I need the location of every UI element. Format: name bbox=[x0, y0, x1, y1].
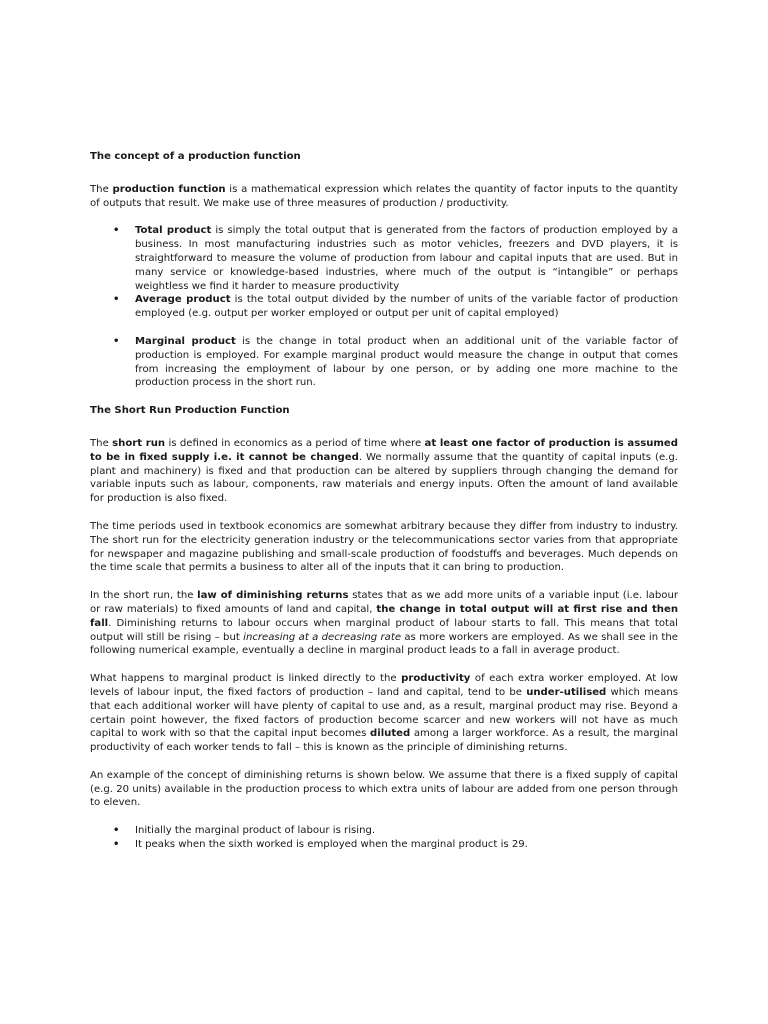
bold-term-law-of-diminishing-returns: law of diminishing returns bbox=[197, 590, 349, 602]
list-item-marginal-product bbox=[90, 335, 678, 390]
list-item-initially-rising bbox=[90, 824, 678, 838]
text-run: What happens to marginal product is linked directly to the bbox=[90, 673, 402, 685]
text-run: is the total output divided by the number of units of the variable factor of production employed (e.g. output per worker employed or output per unit of capital employed) bbox=[135, 294, 679, 320]
section-heading-production-function: The concept of a production function bbox=[90, 151, 301, 162]
text-run: as more workers are employed. As we shall see in the following numerical example, eventually a decline in marginal product leads to a fall in average product. bbox=[90, 631, 678, 657]
bullet-icon: • bbox=[113, 839, 120, 851]
text-run: The bbox=[90, 437, 113, 449]
text-run: of each extra worker employed. At low levels of labour input, the fixed factors of production – land and capital, tend to be bbox=[90, 673, 679, 698]
text-run: . Diminishing returns to labour occurs when marginal product of labour starts to fall. This means that total output will still be rising – but bbox=[90, 617, 678, 643]
text-run: An example of the concept of diminishing returns is shown below. We assume that there is a fixed supply of capital (e.g. 20 units) available in the production process to which extra units of labour are added from one person through to eleven. bbox=[90, 769, 678, 809]
bullet-icon: • bbox=[113, 335, 120, 347]
measures-list bbox=[90, 224, 678, 390]
intro-paragraph bbox=[90, 183, 678, 211]
text-run: The bbox=[90, 183, 113, 195]
list-item-total-product bbox=[90, 224, 678, 293]
text-run: is defined in economics as a period of time where bbox=[165, 437, 425, 449]
short-run-definition-paragraph bbox=[90, 437, 678, 506]
text-run: It peaks when the sixth worked is employed when the marginal product is 29. bbox=[135, 839, 528, 851]
bold-term-productivity: productivity bbox=[401, 673, 471, 685]
text-run: is simply the total output that is generated from the factors of production employed by a business. In most manufacturing industries such as motor vehicles, freezers and DVD players, it is straightforward to measure the volume of production from labour and capital inputs that are used. But in many service or knowledge-based industries, where much of the output is “intangible” or perhaps weightless we find it harder to measure productivity bbox=[135, 225, 679, 292]
example-intro-paragraph bbox=[90, 769, 678, 810]
time-periods-paragraph bbox=[90, 520, 678, 575]
text-run: Initially the marginal product of labour is rising. bbox=[135, 825, 376, 837]
bullet-icon: • bbox=[113, 225, 120, 237]
example-list bbox=[90, 824, 678, 852]
bold-term-marginal-product: Marginal product bbox=[135, 335, 236, 347]
bold-term-diluted: diluted bbox=[370, 728, 411, 740]
list-item-peaks-sixth-worker bbox=[90, 838, 678, 852]
text-run: The time periods used in textbook economics are somewhat arbitrary because they differ from industry to industry. The short run for the electricity generation industry or the telecommunications sector varies from that appropriate for newspaper and magazine publishing and small-scale production of foodstuffs and beverages. Much depends on the time scale that permits a business to alter all of the inputs that it can bring to production. bbox=[90, 520, 678, 574]
text-run: among a larger workforce. As a result, the marginal productivity of each worker tends to fall – this is known as the principle of diminishing returns. bbox=[90, 728, 679, 754]
bold-term-total-product: Total product bbox=[135, 225, 212, 237]
bold-phrase-rise-then-fall: the change in total output will at first rise and then fall bbox=[90, 603, 678, 629]
diminishing-returns-paragraph bbox=[90, 589, 678, 658]
bold-term-average-product: Average product bbox=[135, 294, 231, 306]
bullet-icon: • bbox=[113, 825, 120, 837]
document-page bbox=[90, 150, 678, 852]
productivity-paragraph bbox=[90, 672, 678, 755]
text-run: is a mathematical expression which relates the quantity of factor inputs to the quantity of outputs that result. We make use of three measures of production / productivity. bbox=[90, 183, 679, 209]
text-run: which means that each additional worker will have plenty of capital to use and, as a result, marginal product may rise. Beyond a certain point however, the fixed factors of production become scarcer and new workers will not have as much capital to work with so that the capital input becomes bbox=[90, 686, 678, 740]
bold-term-under-utilised: under-utilised bbox=[526, 686, 607, 698]
list-item-average-product bbox=[90, 293, 678, 321]
text-run: In the short run, the bbox=[90, 590, 198, 602]
text-run: . We normally assume that the quantity of capital inputs (e.g. plant and machinery) is fixed and that production can be altered by suppliers through changing the demand for variable inputs such as labour, components, raw materials and energy inputs. Often the amount of land available for production is also fixed. bbox=[90, 451, 678, 505]
text-run: is the change in total product when an additional unit of the variable factor of production is employed. For example marginal product would measure the change in output that comes from increasing the employment of labour by one person, or by adding one more machine to the production process in the short run. bbox=[135, 335, 678, 389]
italic-phrase-decreasing-rate: increasing at a decreasing rate bbox=[243, 631, 402, 643]
section-heading-short-run: The Short Run Production Function bbox=[90, 405, 290, 417]
bold-term-short-run: short run bbox=[112, 437, 166, 449]
text-run: states that as we add more units of a variable input (i.e. labour or raw materials) to fixed amounts of land and capital, bbox=[90, 590, 678, 615]
bold-term-production-function: production function bbox=[112, 183, 226, 195]
bold-phrase-fixed-supply: at least one factor of production is assumed to be in fixed supply i.e. it cannot be changed bbox=[90, 437, 678, 463]
bullet-icon: • bbox=[113, 294, 120, 306]
